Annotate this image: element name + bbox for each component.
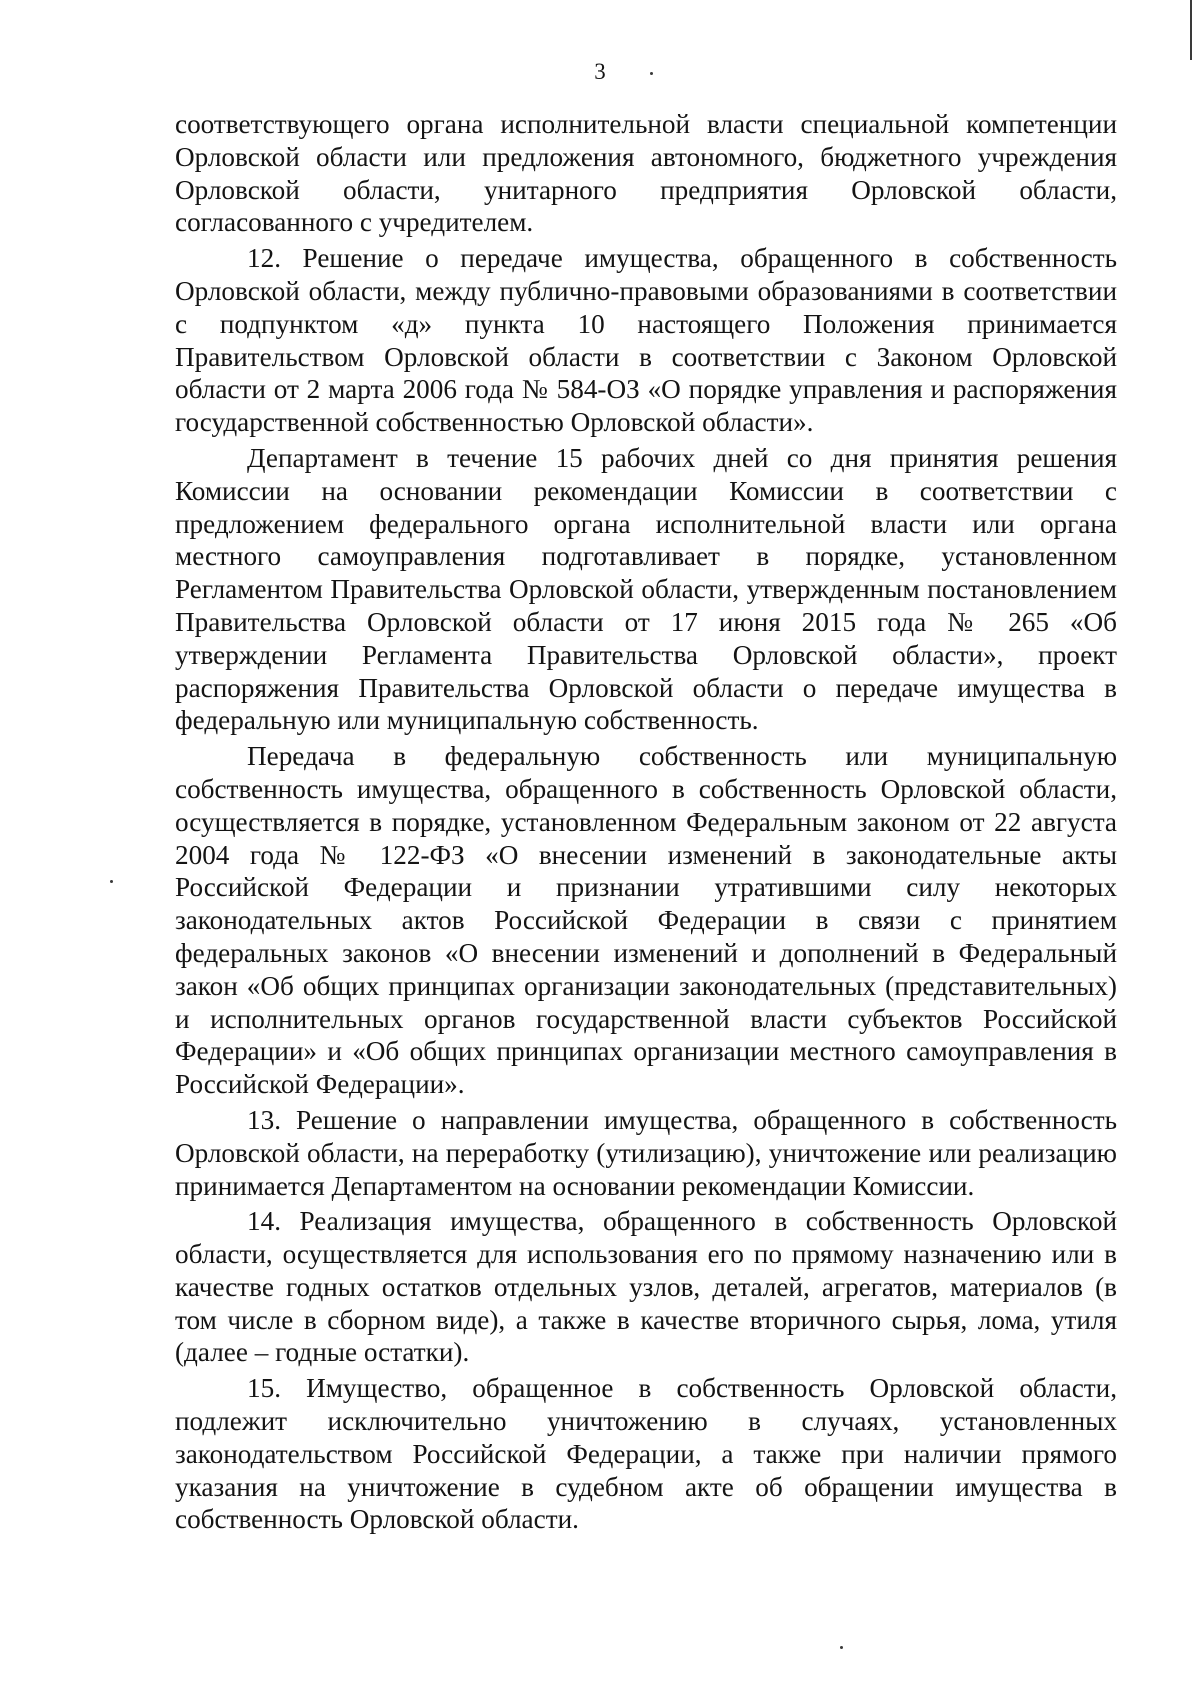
document-body	[175, 108, 1117, 1536]
scan-speck	[110, 880, 113, 883]
paragraph-continuation: соответствующего органа исполнительной власти специальной компетенции Орловской области или предложения автономного, бюджетного учреждения Орловской области, унитарного предприятия Орловской области, согласованного с учредителем.	[175, 109, 1117, 238]
paragraph-item-14: 14. Реализация имущества, обращенного в собственность Орловской области, осуществляется для использования его по прямому назначению или в качестве годных остатков отдельных узлов, деталей, агрегатов, материалов (в том числе в сборном виде), а также в качестве вторичного сырья, лома, утиля (далее – годные остатки).	[175, 1206, 1117, 1368]
scan-speck	[840, 1646, 843, 1649]
paragraph-item-15: 15. Имущество, обращенное в собственность Орловской области, подлежит исключительно уничтожению в случаях, установленных законодательством Российской Федерации, а также при наличии прямого указания на уничтожение в судебном акте об обращении имущества в собственность Орловской области.	[175, 1373, 1117, 1535]
scan-speck	[650, 72, 653, 75]
paragraph-item-12: 12. Решение о передаче имущества, обращенного в собственность Орловской области, между публично-правовыми образованиями в соответствии с подпунктом «д» пункта 10 настоящего Положения принимается Правительством Орловской области в соответствии с Законом Орловской области от 2 марта 2006 года № 584-ОЗ «О порядке управления и распоряжения государственной собственностью Орловской области».	[175, 243, 1117, 438]
scan-edge-mark	[1190, 0, 1192, 60]
paragraph-item-13: 13. Решение о направлении имущества, обращенного в собственность Орловской области, на переработку (утилизацию), уничтожение или реализацию принимается Департаментом на основании рекомендации Комиссии.	[175, 1104, 1117, 1201]
paragraph-transfer-procedure: Передача в федеральную собственность или муниципальную собственность имущества, обращенного в собственность Орловской области, осуществляется в порядке, установленном Федеральным законом от 22 августа 2004 года № 122-ФЗ «О внесении изменений в законодательные акты Российской Федерации и признании утратившими силу некоторых законодательных актов Российской Федерации в связи с принятием федеральных законов «О внесении изменений и дополнений в Федеральный закон «Об общих принципах организации законодательных (представительных) и исполнительных органов государственной власти субъектов Российской Федерации» и «Об общих принципах организации местного самоуправления в Российской Федерации».	[175, 741, 1117, 1100]
page-number: 3	[594, 59, 606, 84]
paragraph-department-procedure: Департамент в течение 15 рабочих дней со дня принятия решения Комиссии на основании рекомендации Комиссии в соответствии с предложением федерального органа исполнительной власти или органа местного самоуправления подготавливает в порядке, установленном Регламентом Правительства Орловской области, утвержденным постановлением Правительства Орловской области от 17 июня 2015 года № 265 «Об утверждении Регламента Правительства Орловской области», проект распоряжения Правительства Орловской области о передаче имущества в федеральную или муниципальную собственность.	[175, 442, 1117, 736]
